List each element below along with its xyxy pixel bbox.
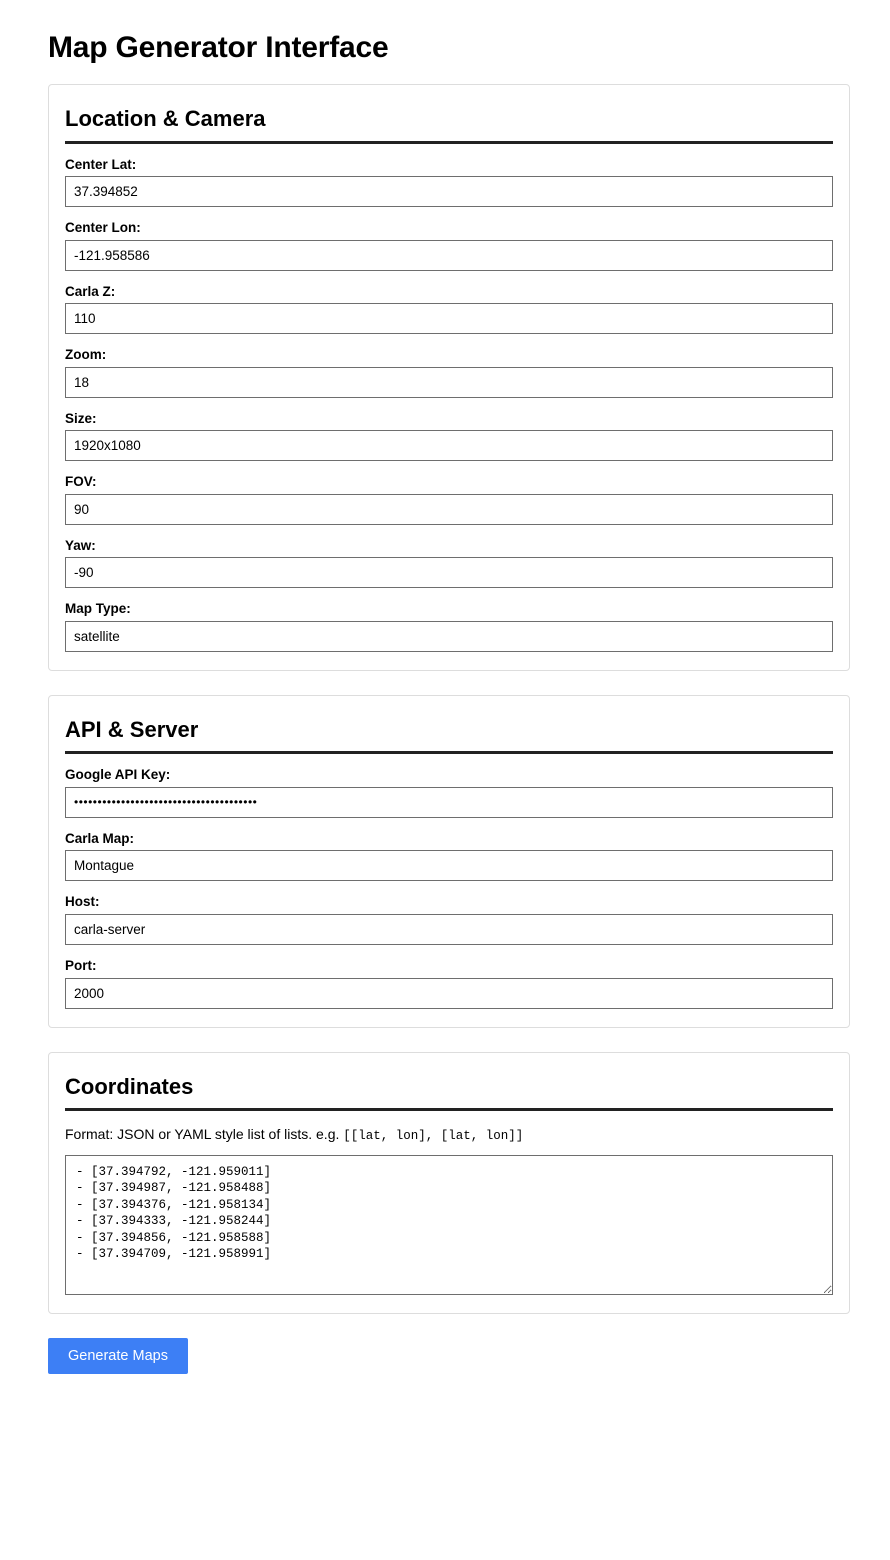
- location-camera-section: [48, 84, 850, 671]
- label-yaw: Yaw:: [65, 537, 96, 553]
- section-heading-api: API & Server: [65, 716, 833, 755]
- port-input[interactable]: [65, 978, 833, 1009]
- coordinates-section: [48, 1052, 850, 1314]
- label-center-lat: Center Lat:: [65, 156, 137, 172]
- field-zoom: [65, 346, 833, 398]
- map-type-input[interactable]: [65, 621, 833, 652]
- field-host: [65, 893, 833, 945]
- label-port: Port:: [65, 958, 97, 974]
- label-carla-map: Carla Map:: [65, 830, 135, 846]
- submit-row: [48, 1338, 850, 1375]
- field-carla-map: [65, 830, 833, 882]
- field-map-type: [65, 600, 833, 652]
- page-title: Map Generator Interface: [48, 31, 389, 64]
- coordinates-format-hint: [65, 1125, 833, 1145]
- carla-z-input[interactable]: [65, 303, 833, 334]
- label-carla-z: Carla Z:: [65, 283, 116, 299]
- label-host: Host:: [65, 894, 100, 910]
- yaw-input[interactable]: [65, 557, 833, 588]
- fov-input[interactable]: [65, 494, 833, 525]
- zoom-input[interactable]: [65, 367, 833, 398]
- google-api-key-input[interactable]: [65, 787, 833, 818]
- field-fov: [65, 473, 833, 525]
- field-google-api-key: [65, 766, 833, 818]
- label-size: Size:: [65, 410, 97, 426]
- hint-code-example: [[lat, lon], [lat, lon]]: [343, 1129, 524, 1144]
- center-lon-input[interactable]: [65, 240, 833, 271]
- label-map-type: Map Type:: [65, 601, 131, 617]
- field-center-lat: [65, 156, 833, 208]
- label-zoom: Zoom:: [65, 347, 107, 363]
- field-size: [65, 410, 833, 462]
- size-input[interactable]: [65, 430, 833, 461]
- field-center-lon: [65, 219, 833, 271]
- label-center-lon: Center Lon:: [65, 220, 141, 236]
- generate-maps-button[interactable]: Generate Maps: [48, 1338, 188, 1375]
- carla-map-input[interactable]: [65, 850, 833, 881]
- field-yaw: [65, 537, 833, 589]
- hint-text: Format: JSON or YAML style list of lists. e.g.: [65, 1126, 340, 1143]
- field-carla-z: [65, 283, 833, 335]
- host-input[interactable]: [65, 914, 833, 945]
- center-lat-input[interactable]: [65, 176, 833, 207]
- field-port: [65, 957, 833, 1009]
- section-heading-location: Location & Camera: [65, 105, 833, 144]
- label-fov: FOV:: [65, 474, 97, 490]
- label-google-api-key: Google API Key:: [65, 767, 171, 783]
- api-server-section: [48, 695, 850, 1028]
- section-heading-coordinates: Coordinates: [65, 1073, 833, 1112]
- coordinates-textarea[interactable]: [65, 1155, 833, 1295]
